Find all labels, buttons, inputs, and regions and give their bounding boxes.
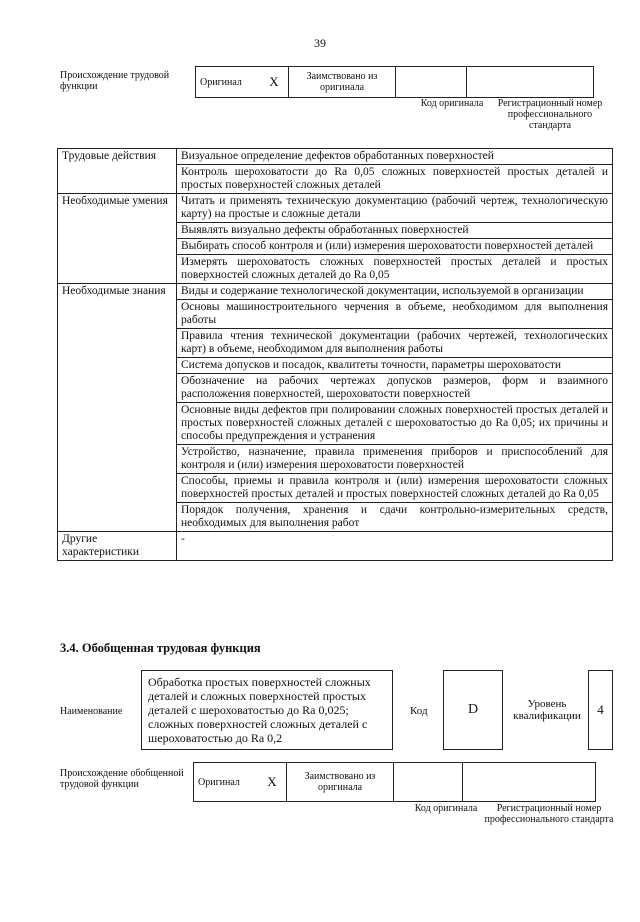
knowledge-item: Обозначение на рабочих чертежах допусков размеров, форм и взаимного расположения поверхностей, шероховатости поверхностей bbox=[177, 374, 613, 403]
borrowed-label: Заимствовано из оригинала bbox=[289, 67, 396, 98]
category-continuation bbox=[58, 300, 177, 329]
category-continuation bbox=[58, 474, 177, 503]
code-value: D bbox=[467, 702, 479, 717]
knowledge-item: Система допусков и посадок, квалитеты точности, параметры шероховатости bbox=[177, 358, 613, 374]
category-continuation bbox=[58, 403, 177, 445]
borrowed-label: Заимствовано из оригинала bbox=[287, 763, 394, 802]
function-name-value: Обработка простых поверхностей сложных деталей и сложных поверхностей простых деталей с шероховатостью до Ra 0,025; сложных поверхностей сложных деталей с шероховатостью до Ra 0,2 bbox=[148, 675, 371, 745]
code-caption: Код оригинала bbox=[414, 803, 478, 814]
labor-actions-title: Трудовые действия bbox=[58, 149, 177, 165]
knowledge-item: Основы машиностроительного черчения в объеме, необходимом для выполнения работы bbox=[177, 300, 613, 329]
function-name-box bbox=[141, 670, 393, 750]
category-continuation bbox=[58, 239, 177, 255]
skill-item: Выявлять визуально дефекты обработанных поверхностей bbox=[177, 223, 613, 239]
qualification-level-value: 4 bbox=[597, 702, 604, 717]
category-continuation bbox=[58, 358, 177, 374]
qualification-level-label: Уровень квалификации bbox=[513, 698, 581, 722]
category-continuation bbox=[58, 503, 177, 532]
page-number: 39 bbox=[314, 36, 326, 50]
category-continuation bbox=[58, 329, 177, 358]
category-continuation bbox=[58, 223, 177, 239]
name-label: Наименование bbox=[60, 706, 123, 717]
category-continuation bbox=[58, 255, 177, 284]
skill-item: Измерять шероховатость сложных поверхностей простых деталей и простых поверхностей сложных деталей до Ra 0,05 bbox=[177, 255, 613, 284]
skill-item: Выбирать способ контроля и (или) измерения шероховатости поверхностей деталей bbox=[177, 239, 613, 255]
other-characteristics-title: Другие характеристики bbox=[58, 532, 177, 561]
required-skills-title: Необходимые умения bbox=[58, 194, 177, 223]
knowledge-item: Порядок получения, хранения и сдачи контрольно-измерительных средств, необходимых для выполнения работ bbox=[177, 503, 613, 532]
origin-table-generalized bbox=[193, 762, 596, 802]
knowledge-item: Основные виды дефектов при полировании сложных поверхностей простых деталей и простых поверхностей сложных деталей с шероховатостью до Ra 0,05; их причины и способы предупреждения и устранения bbox=[177, 403, 613, 445]
section-title: 3.4. Обобщенная трудовая функция bbox=[60, 641, 261, 655]
original-code-cell bbox=[394, 763, 463, 802]
code-caption: Код оригинала bbox=[420, 98, 484, 109]
registration-caption: Регистрационный номер профессионального стандарта bbox=[484, 803, 614, 825]
original-mark: X bbox=[258, 763, 287, 802]
qualification-level-box bbox=[588, 670, 613, 750]
knowledge-item: Виды и содержание технологической документации, используемой в организации bbox=[177, 284, 613, 300]
category-continuation bbox=[58, 374, 177, 403]
original-label: Оригинал bbox=[194, 763, 259, 802]
origin-table bbox=[195, 66, 594, 98]
category-continuation bbox=[58, 445, 177, 474]
code-label: Код bbox=[410, 705, 428, 717]
original-code-cell bbox=[396, 67, 467, 98]
registration-caption: Регистрационный номер профессионального стандарта bbox=[497, 98, 603, 131]
required-knowledge-title: Необходимые знания bbox=[58, 284, 177, 300]
origin-label: Происхождение трудовой функции bbox=[60, 70, 170, 92]
knowledge-item: Правила чтения технической документации (рабочих чертежей, технологических карт) в объеме, необходимом для выполнения работы bbox=[177, 329, 613, 358]
original-label: Оригинал bbox=[196, 67, 261, 98]
labor-function-table bbox=[57, 148, 613, 561]
category-continuation bbox=[58, 165, 177, 194]
code-value-box bbox=[443, 670, 503, 750]
labor-action-item: Контроль шероховатости до Ra 0,05 сложных поверхностей простых деталей и простых поверхностей сложных деталей bbox=[177, 165, 613, 194]
origin-label-generalized: Происхождение обобщенной трудовой функции bbox=[60, 768, 184, 790]
skill-item: Читать и применять техническую документацию (рабочий чертеж, технологическую карту) на простые и сложные детали bbox=[177, 194, 613, 223]
labor-action-item: Визуальное определение дефектов обработанных поверхностей bbox=[177, 149, 613, 165]
knowledge-item: Способы, приемы и правила контроля и (или) измерения шероховатости сложных поверхностей простых деталей и простых поверхностей сложных деталей до Ra 0,05 bbox=[177, 474, 613, 503]
other-characteristics-value: - bbox=[177, 532, 613, 561]
registration-number-cell bbox=[467, 67, 594, 98]
original-mark: X bbox=[260, 67, 289, 98]
knowledge-item: Устройство, назначение, правила применения приборов и приспособлений для контроля и (или) измерения шероховатости поверхностей bbox=[177, 445, 613, 474]
registration-number-cell bbox=[463, 763, 596, 802]
